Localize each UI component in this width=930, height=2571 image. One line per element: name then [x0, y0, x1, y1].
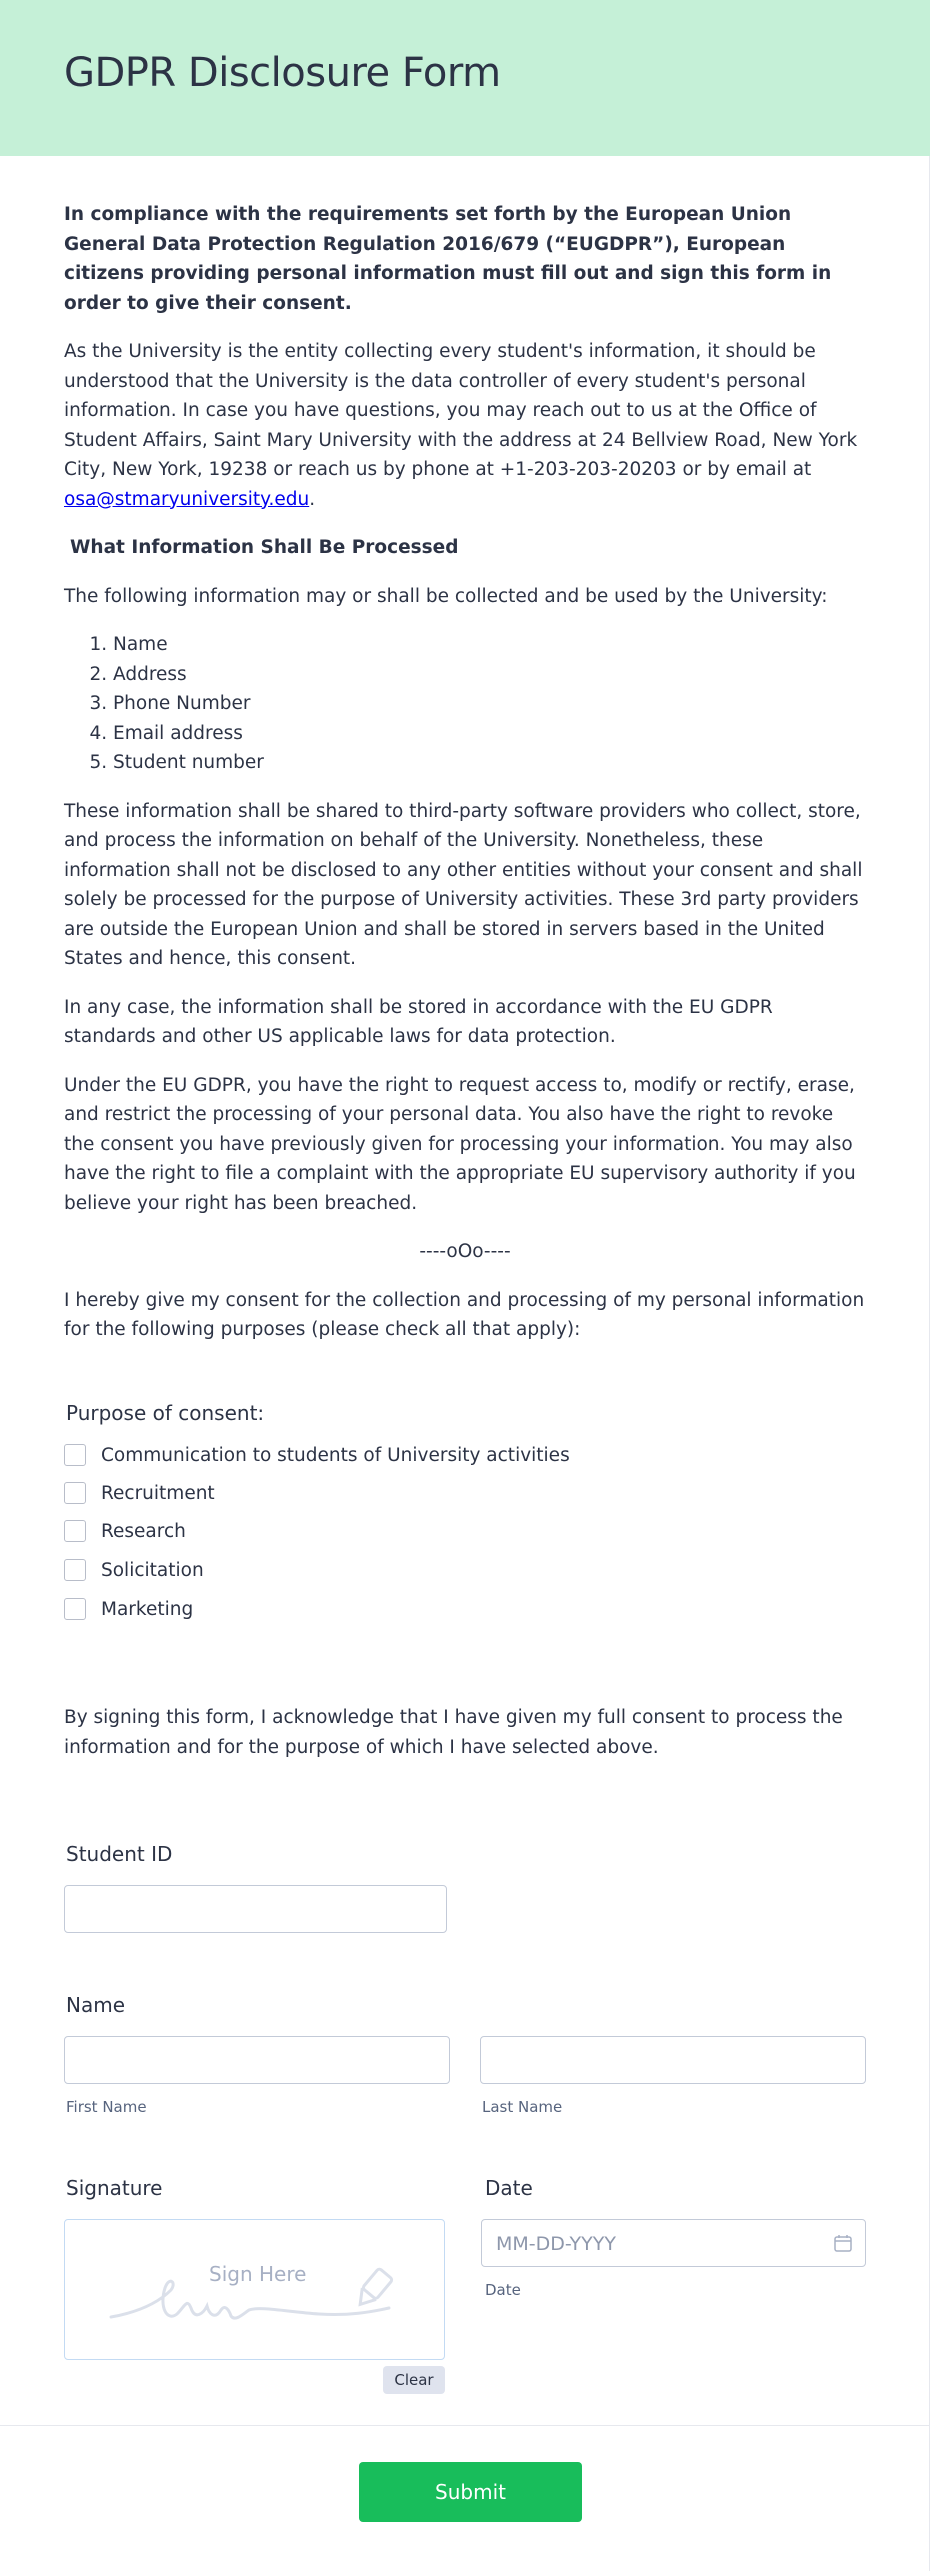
section-title: What Information Shall Be Processed: [70, 537, 459, 558]
disclosure-text: [64, 200, 866, 1364]
intro-paragraph: In compliance with the requirements set forth by the European Union General Data Protection Regulation 2016/679 (“EUGDPR”), European citizens providing personal information must fill out and sign this form in order to give their consent.: [64, 204, 832, 314]
list-item: 3. Phone Number: [113, 689, 866, 719]
list-item: 1. Name: [113, 630, 866, 660]
submit-button[interactable]: Submit: [359, 2462, 582, 2522]
last-name-sublabel: Last Name: [482, 2098, 563, 2116]
checkbox[interactable]: [64, 1598, 86, 1620]
footer-divider: [0, 2425, 930, 2426]
rights-paragraph: Under the EU GDPR, you have the right to request access to, modify or rectify, erase, and restrict the processing of your personal data. You also have the right to revoke the consent you have previously given for processing your information. You may also have the right to file a complaint with the appropriate EU supervisory authority if you believe your right has been breached.: [64, 1074, 856, 1214]
form-title: GDPR Disclosure Form: [64, 50, 501, 96]
purpose-option-research[interactable]: [64, 1518, 186, 1544]
date-input[interactable]: [481, 2219, 866, 2267]
checkbox-label: Marketing: [101, 1598, 194, 1620]
first-name-input[interactable]: [64, 2036, 450, 2084]
student-id-label: Student ID: [66, 1842, 173, 1866]
sign-here-placeholder: Sign Here: [209, 2262, 307, 2286]
checkbox-label: Recruitment: [101, 1482, 215, 1504]
list-item: 4. Email address: [113, 719, 866, 749]
purpose-option-solicitation[interactable]: [64, 1557, 204, 1583]
student-id-input[interactable]: [64, 1885, 447, 1933]
controller-text: As the University is the entity collecting every student's information, it should be understood that the University is the data controller of every student's personal information. In case you have questions, you may reach out to us at the Office of Student Affairs, Saint Mary University with the address at 24 Bellview Road, New York City, New York, 19238 or reach us by phone at +1-203-203-20203 or by email at: [64, 341, 858, 480]
info-list: [64, 630, 866, 778]
checkbox-label: Solicitation: [101, 1559, 204, 1581]
name-label: Name: [66, 1993, 126, 2017]
checkbox-label: Research: [101, 1520, 186, 1542]
email-link[interactable]: osa@stmaryuniversity.edu: [64, 488, 310, 510]
storage-paragraph: In any case, the information shall be stored in accordance with the EU GDPR standards and other US applicable laws for data protection.: [64, 996, 773, 1047]
list-item: 5. Student number: [113, 748, 866, 778]
acknowledgement-text: By signing this form, I acknowledge that I have given my full consent to process the information and for the purpose of which I have selected above.: [64, 1707, 843, 1758]
signature-pad[interactable]: [64, 2219, 445, 2360]
purpose-option-recruitment[interactable]: [64, 1480, 215, 1506]
checkbox[interactable]: [64, 1482, 86, 1504]
signature-scribble-icon: [109, 2262, 419, 2332]
purpose-label: Purpose of consent:: [66, 1401, 265, 1425]
purpose-option-communication[interactable]: [64, 1442, 570, 1468]
date-placeholder: MM-DD-YYYY: [496, 2233, 616, 2255]
date-label: Date: [485, 2176, 533, 2200]
date-sublabel: Date: [485, 2281, 521, 2299]
divider-text: ----oOo----: [419, 1241, 511, 1262]
last-name-input[interactable]: [480, 2036, 866, 2084]
sharing-paragraph: These information shall be shared to third-party software providers who collect, store, and process the information on behalf of the University. Nonetheless, these information shall not be disclosed to any other entities without your consent and shall solely be processed for the purpose of University activities. These 3rd party providers are outside the European Union and shall be stored in servers based in the United States and hence, this consent.: [64, 800, 863, 969]
consent-intro: I hereby give my consent for the collection and processing of my personal information for the following purposes (please check all that apply):: [64, 1289, 865, 1340]
clear-signature-button[interactable]: Clear: [383, 2366, 445, 2394]
calendar-icon[interactable]: [833, 2233, 853, 2253]
checkbox-label: Communication to students of University activities: [101, 1444, 570, 1466]
form-header: [0, 0, 930, 156]
purpose-option-marketing[interactable]: [64, 1596, 193, 1622]
controller-paragraph: As the University is the entity collecting every student's information, it should be understood that the University is the data controller of every student's personal information. In case you have questions, you may reach out to us at the Office of Student Affairs, Saint Mary University with the address at 24 Bellview Road, New York City, New York, 19238 or reach us by phone at +1-203-203-20203 or by email at osa@stmaryuniversity.edu.: [64, 341, 858, 510]
checkbox[interactable]: [64, 1520, 86, 1542]
checkbox[interactable]: [64, 1444, 86, 1466]
signature-label: Signature: [66, 2176, 163, 2200]
collected-intro: The following information may or shall be collected and be used by the University:: [64, 585, 828, 607]
checkbox[interactable]: [64, 1559, 86, 1581]
list-item: 2. Address: [113, 660, 866, 690]
first-name-sublabel: First Name: [66, 2098, 147, 2116]
